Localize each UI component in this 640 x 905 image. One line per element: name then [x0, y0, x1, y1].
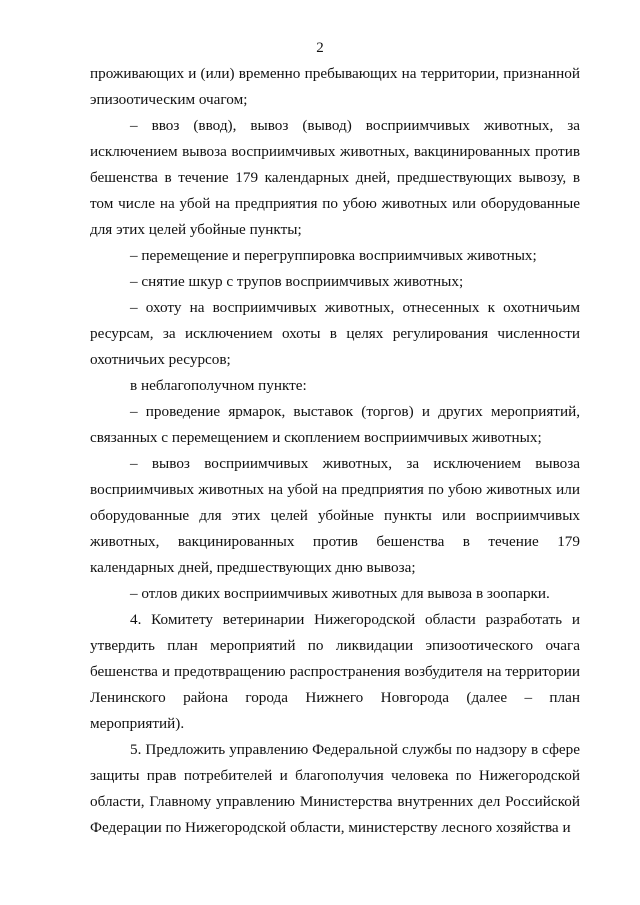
paragraph: проживающих и (или) временно пребывающих на территории, признанной эпизоотическим очагом; — [90, 65, 580, 108]
page-number: 2 — [316, 40, 324, 56]
paragraph: – отлов диких восприимчивых животных для вывоза в зоопарки. — [130, 585, 550, 602]
paragraph: в неблагополучном пункте: — [130, 377, 307, 394]
document-body — [90, 61, 580, 841]
paragraph: – проведение ярмарок, выставок (торгов) и других мероприятий, связанных с перемещением и скоплением восприимчивых животных; — [90, 403, 580, 446]
paragraph: – снятие шкур с трупов восприимчивых животных; — [130, 273, 464, 290]
paragraph: 4. Комитету ветеринарии Нижегородской области разработать и утвердить план мероприятий по ликвидации эпизоотического очага бешенства и предотвращению распространения возбудителя на территории Ленинского района города Нижнего Новгорода (далее – план мероприятий). — [90, 611, 580, 732]
paragraph: – перемещение и перегруппировка восприимчивых животных; — [130, 247, 537, 264]
paragraph: – вывоз восприимчивых животных, за исключением вывоза восприимчивых животных на убой на предприятия по убою животных или оборудованные для этих целей убойные пункты или восприимчивых животных, вакцинированных против бешенства в течение 179 календарных дней, предшествующих дню вывоза; — [90, 455, 580, 576]
paragraph: – охоту на восприимчивых животных, отнесенных к охотничьим ресурсам, за исключением охоты в целях регулирования численности охотничьих ресурсов; — [90, 299, 580, 368]
paragraph: – ввоз (ввод), вывоз (вывод) восприимчивых животных, за исключением вывоза восприимчивых животных, вакцинированных против бешенства в течение 179 календарных дней, предшествующих вывозу, в том числе на убой на предприятия по убою животных или оборудованные для этих целей убойные пункты; — [90, 117, 580, 238]
paragraph: 5. Предложить управлению Федеральной службы по надзору в сфере защиты прав потребителей и благополучия человека по Нижегородской области, Главному управлению Министерства внутренних дел Российской Федерации по Нижегородской области, министерству лесного хозяйства и — [90, 741, 580, 836]
